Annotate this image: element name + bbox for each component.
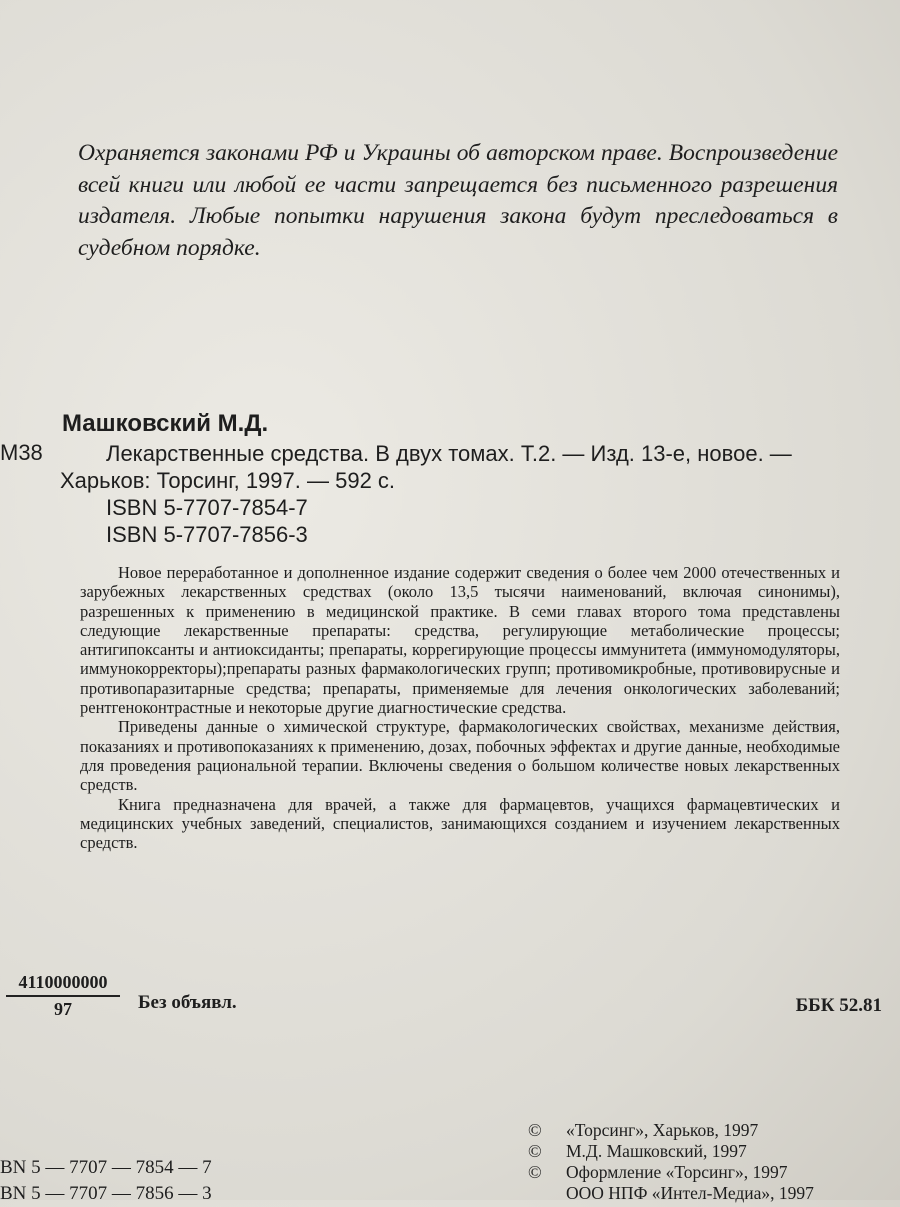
author-sign-code: М38	[0, 440, 43, 465]
author-name: Машковский М.Д.	[62, 410, 269, 437]
copyright-notice: Охраняется законами РФ и Украины об авторском праве. Воспроизведение всей книги или любой ее части запрещается без письменного разрешения издателя. Любые попытки нарушения закона будут преследоваться в судебном порядке.	[78, 140, 838, 261]
copyright-item	[528, 1183, 814, 1204]
annotation	[80, 563, 840, 852]
title-line: Лекарственные средства. В двух томах. Т.2. — Изд. 13-е, новое. —	[106, 441, 792, 466]
copyright-sign-icon: ©	[528, 1141, 542, 1161]
index-numerator: 4110000000	[6, 972, 120, 997]
price-note: Без объявл.	[138, 992, 237, 1013]
annotation-paragraph: Книга предназначена для врачей, а также для фармацевтов, учащихся фармацевтических и медицинских учебных заведений, специалистов, занимающихся созданием и изучением лекарственных средств.	[80, 794, 840, 853]
bibliographic-record	[60, 440, 792, 548]
copyright-list	[528, 1120, 814, 1204]
bottom-isbn: BN 5 — 7707 — 7854 — 7	[0, 1157, 212, 1178]
copyright-holder: Оформление «Торсинг», 1997	[566, 1162, 788, 1182]
copyright-item	[528, 1141, 814, 1162]
copyright-holder: М.Д. Машковский, 1997	[566, 1141, 747, 1161]
isbn-line: ISBN 5-7707-7854-7	[106, 495, 308, 520]
bottom-isbn-list	[0, 1155, 212, 1207]
copyright-sign-icon: ©	[528, 1162, 542, 1182]
publisher-line: Харьков: Торсинг, 1997. — 592 с.	[60, 468, 396, 493]
copyright-item	[528, 1162, 814, 1183]
copyright-sign-icon: ©	[528, 1120, 542, 1140]
copyright-item	[528, 1120, 814, 1141]
bottom-isbn: BN 5 — 7707 — 7856 — 3	[0, 1183, 212, 1204]
bbk-code: ББК 52.81	[795, 995, 882, 1016]
copyright-holder: «Торсинг», Харьков, 1997	[566, 1120, 759, 1140]
index-denominator: 97	[54, 999, 72, 1019]
publication-index	[6, 972, 120, 1020]
copyright-holder: ООО НПФ «Интел-Медиа», 1997	[566, 1183, 814, 1203]
annotation-paragraph: Приведены данные о химической структуре, фармакологических свойствах, механизме действия, показаниях и противопоказаниях к применению, дозах, побочных эффектах и другие данные, необходимые для проведения рациональной терапии. Включены сведения о большом количестве новых лекарственных средств.	[80, 717, 840, 795]
isbn-line: ISBN 5-7707-7856-3	[106, 522, 308, 547]
annotation-paragraph: Новое переработанное и дополненное издание содержит сведения о более чем 2000 отечественных и зарубежных лекарственных средствах (около 13,5 тысячи наименований, включая синонимы), разрешенных к применению в медицинской практике. В семи главах второго тома представлены следующие лекарственные препараты: средства, регулирующие метаболические процессы; антигипоксанты и антиоксиданты; препараты, коррегирующие процессы иммунитета (иммуномодуляторы, иммунокорректоры);препараты разных фармакологических групп; противомикробные, противовирусные и противопаразитарные средства; препараты, применяемые для лечения онкологических заболеваний; рентгеноконтрастные и некоторые другие диагностические средства.	[80, 563, 840, 718]
